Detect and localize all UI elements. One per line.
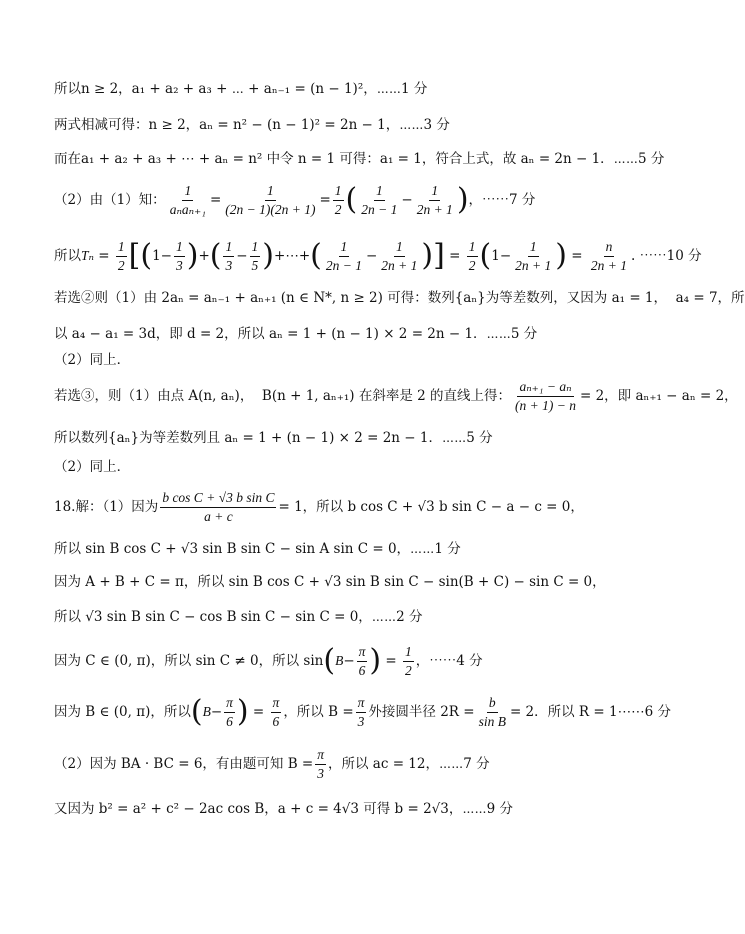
fraction: $\frac{1}{2n + 1}$ [381, 238, 418, 273]
text-segment: 所以 [54, 248, 81, 264]
fraction: $\frac{\pi}{3}$ [357, 694, 365, 729]
text-segment: （2）由（1）知： [54, 192, 166, 208]
fraction: $\frac{\text{b cos C + √3 b sin C}}{a + c}$ [162, 489, 275, 524]
fraction: $\frac{\pi}{6}$ [272, 694, 280, 729]
fraction: $\frac{1}{2}$ [405, 643, 412, 678]
line-19 [54, 801, 640, 817]
text-segment: = 2．所以 R = 1⋯⋯6 分 [509, 704, 671, 720]
line-4: （2）由（1）知： $\frac{1}{\text{aₙaₙ₊₁}}$ = $\frac{1}{(2n - 1)(2n + 1)}$ = $\frac{1}{2}$ ( $\frac{1}{2n - 1}$ − $\frac{1}{2n + 1}$ ) ，⋯⋯7 分 [54, 182, 536, 217]
line-3 [54, 151, 665, 167]
text-line: （2）同上． [54, 352, 131, 368]
fraction: $\frac{1}{3}$ [175, 238, 183, 273]
text-segment: = 1，所以 b cos C + √3 b sin C − a − c = 0， [278, 499, 584, 515]
text-segment: ，所以 B = [283, 704, 354, 720]
fraction: $\frac{1}{(2n - 1)(2n + 1)}$ [225, 182, 316, 217]
line-1 [54, 81, 640, 97]
line-16: 因为 C ∈ (0, π)，所以 sin C ≠ 0，所以 sin ( B − $\frac{\pi}{6}$ ) = $\frac{1}{2}$ ，⋯⋯4 分 [54, 643, 483, 678]
fraction: $\frac{1}{2n + 1}$ [416, 182, 453, 217]
text-line: （2）同上． [54, 459, 131, 475]
line-2 [54, 117, 640, 133]
line-10 [54, 430, 640, 446]
text-segment: 若选③，则（1）由点 A(n, aₙ)， B(n + 1, aₙ₊₁) 在斜率是 2 的直线上得： [54, 388, 512, 404]
line-13 [54, 541, 640, 557]
fraction: $\frac{\pi}{3}$ [317, 746, 324, 781]
line-17: 因为 B ∈ (0, π)，所以 ( B − $\frac{\pi}{6}$ ) = $\frac{\pi}{6}$ ，所以 B = $\frac{\pi}{3}$ 外接圆半径 2R = $\frac{b}{\text{sin B}}$ = 2．所以 R = 1⋯⋯6 分 [54, 694, 671, 729]
text-line: 因为 A + B + C = π，所以 sin B cos C + √3 sin B sin C − sin(B + C) − sin C = 0， [54, 574, 606, 590]
text-line: 而在a₁ + a₂ + a₃ + ⋯ + aₙ = n² 中令 n = 1 可得：a₁ = 1，符合上式，故 aₙ = 2n − 1．⋯⋯5 分 [54, 151, 665, 167]
text-segment: 18.解：（1）因为 [54, 499, 159, 515]
text-line: 所以 sin B cos C + √3 sin B sin C − sin A sin C = 0，⋯⋯1 分 [54, 541, 461, 557]
line-5: 所以 Tₙ = $\frac{1}{2}$ [ ( 1 − $\frac{1}{3}$ ) + ( $\frac{1}{3}$ − $\frac{1}{5}$ ) + ⋯ + ( $\frac{1}{2n - 1}$ − $\frac{1}{2n + 1}$ ) ] = $\frac{1}{2}$ ( 1 − $\frac{1}{2n + 1}$ ) = $\frac{n}{2n + 1}$ . ⋯⋯10 分 [54, 238, 702, 273]
text-line: 所以 √3 sin B sin C − cos B sin C − sin C = 0，⋯⋯2 分 [54, 609, 423, 625]
fraction: $\frac{1}{2n - 1}$ [361, 182, 398, 217]
line-6 [54, 290, 745, 306]
line-15 [54, 609, 640, 625]
text-line: 以 a₄ − a₁ = 3d，即 d = 2，所以 aₙ = 1 + (n − 1) × 2 = 2n − 1．⋯⋯5 分 [54, 326, 538, 342]
text-segment: 因为 C ∈ (0, π)，所以 sin C ≠ 0，所以 sin [54, 653, 324, 669]
fraction: $\frac{1}{2}$ [117, 238, 125, 273]
line-12 [54, 487, 640, 527]
line-9 [54, 376, 738, 416]
fraction: $\frac{1}{3}$ [225, 238, 233, 273]
fraction: $\frac{\pi}{6}$ [358, 643, 366, 678]
fraction: $\frac{1}{2n - 1}$ [325, 238, 362, 273]
fraction: $\frac{\text{aₙ₊₁ − aₙ}}{(n + 1) - n}$ [515, 378, 576, 413]
fraction: $\frac{1}{2}$ [468, 238, 476, 273]
line-18 [54, 744, 640, 784]
fraction: $\frac{1}{5}$ [251, 238, 259, 273]
text-segment: （2）因为 BA · BC = 6，有由题可知 B = [54, 756, 314, 772]
fraction: $\frac{1}{2}$ [334, 182, 342, 217]
text-line: 所以数列{aₙ}为等差数列且 aₙ = 1 + (n − 1) × 2 = 2n − 1．⋯⋯5 分 [54, 430, 493, 446]
text-segment: 因为 B ∈ (0, π)，所以 [54, 704, 191, 720]
text-segment: ，⋯⋯4 分 [415, 653, 483, 669]
line-7 [54, 326, 640, 342]
line-14 [54, 574, 640, 590]
line-8 [54, 352, 640, 368]
text-segment: ⋯⋯10 分 [635, 248, 702, 264]
text-segment: ，⋯⋯7 分 [468, 192, 536, 208]
text-segment: ，所以 ac = 12，⋯⋯7 分 [328, 756, 490, 772]
text-line: 若选②则（1）由 2aₙ = aₙ₋₁ + aₙ₊₁ (n ∈ N*, n ≥ 2) 可得：数列{aₙ}为等差数列，又因为 a₁ = 1， a₄ = 7，所 [54, 290, 745, 306]
fraction: $\frac{1}{\text{aₙaₙ₊₁}}$ [169, 182, 206, 217]
text-segment: = 2，即 aₙ₊₁ − aₙ = 2， [579, 388, 738, 404]
fraction: $\frac{b}{\text{sin B}}$ [478, 694, 506, 729]
text-segment: 外接圆半径 2R = [368, 704, 475, 720]
text-line: 所以n ≥ 2，a₁ + a₂ + a₃ + ⋯ + aₙ₋₁ = (n − 1)²，⋯⋯1 分 [54, 81, 428, 97]
text-line: 又因为 b² = a² + c² − 2ac cos B，a + c = 4√3 可得 b = 2√3，⋯⋯9 分 [54, 801, 514, 817]
line-11 [54, 459, 640, 475]
fraction: $\frac{\pi}{6}$ [226, 694, 233, 729]
text-line: 两式相减可得：n ≥ 2，aₙ = n² − (n − 1)² = 2n − 1，⋯⋯3 分 [54, 117, 450, 133]
fraction: $\frac{1}{2n + 1}$ [515, 238, 552, 273]
fraction: $\frac{n}{2n + 1}$ [590, 238, 628, 273]
